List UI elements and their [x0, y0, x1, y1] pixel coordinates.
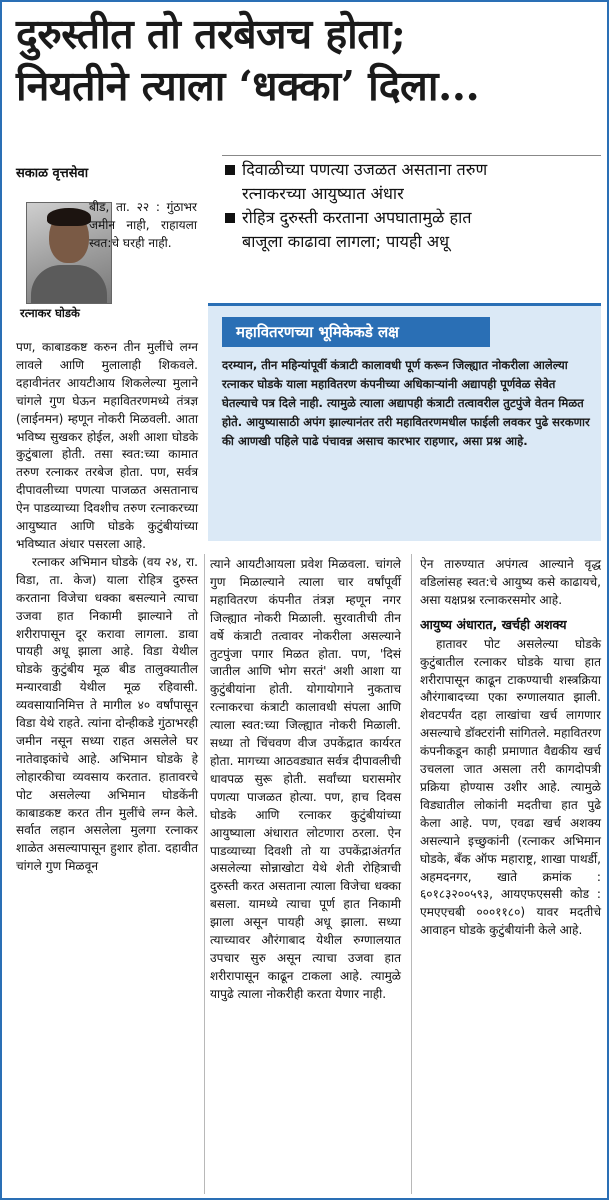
article-dateline: बीड, ता. २२ : गुंठाभर जमीन नाही, राहायला स्वत:चे घरही नाही. — [89, 200, 197, 250]
square-bullet-icon — [225, 165, 235, 175]
summary-bullets — [224, 158, 600, 254]
article-column-2 — [210, 556, 401, 1004]
column-rule — [204, 554, 205, 1194]
headline — [16, 8, 601, 112]
article-paragraph: ऐन तारुण्यात अपंगत्व आल्याने वृद्ध वडिलांसह स्वत:चे आयुष्य कसे काढायचे, असा यक्षप्रश्न रत्नाकरसमोर आहे. — [420, 557, 601, 607]
bullet-line: रत्नाकरच्या आयुष्यात अंधार — [242, 184, 404, 203]
photo-caption: रत्नाकर घोडके — [20, 306, 80, 320]
article-paragraph: रत्नाकर अभिमान घोडके (वय २४, रा. विडा, ता. केज) याला रोहित्र दुरुस्त करताना विजेचा धक्का बसल्याने त्याचा उजवा हात निकामी झाल्याने तो शरीरापासून दूर करावा लागला. डावा पायही अधू झाला आहे. विडा येथील घोडके कुटुंबीय मूळ बीड तालुक्यातील मन्यारवाडी येथील मूळ रहिवासी. व्यवसायानिमित्त ते मागील ४० वर्षांपासून विडा येथे राहते. त्यांना दोन्हीकडे गुंठाभरही जमीन नसून सध्या राहत असलेले घर नातेवाइकांचे आहे. अभिमान घोडके हे लोहारकीचा व्यवसाय करतात. हातावरचे पोट असलेल्या अभिमान घोडकेंनी काबाडकष्ट करत तीन मुलींचे लग्न केले. सर्वात लहान असलेला मुलगा रत्नाकर शाळेत असल्यापासून हुशार होता. दहावीत चांगले गुण मिळवून — [16, 554, 198, 874]
bullet-line: बाजूला काढावा लागला; पायही अधू — [242, 232, 450, 251]
column-rule — [411, 554, 412, 1194]
sidebar-box-title: महावितरणच्या भूमिकेकडे लक्ष — [222, 317, 490, 347]
subheading: आयुष्य अंधारात, खर्चही अशक्य — [420, 616, 567, 632]
article-paragraph: हातावर पोट असलेल्या घोडके कुटुंबातील रत्नाकर घोडके याचा हात शरीरापासून काढून टाकण्याची शस्त्रक्रिया औरंगाबादच्या एका रुग्णालयात झाली. शेवटपर्यंत दहा लाखांचा खर्च लागणार असल्याचे डॉक्टरांनी सांगितले. महावितरण कंपनीकडून काही प्रमाणात वैद्यकीय खर्च उचलला जात असला तरी कागदोपत्री प्रक्रिया होण्यास उशीर आहे. त्यामुळे विड्यातील लोकांनी मदतीचा हात पुढे केला आहे. पण, एवढा खर्च अशक्य असल्याने इच्छुकांनी (रत्नाकर अभिमान घोडके, बँक ऑफ महाराष्ट्र, शाखा पाथर्डी, अहमदनगर, खाते क्रमांक : ६०१८३२००५९३, आयएफएससी कोड : एमएएचबी ०००११८०) यावर मदतीचे आवाहन घोडके कुटुंबीयांनी केले आहे. — [420, 636, 601, 938]
headline-line-1: दुरुस्तीत तो तरबेजच होता; — [16, 10, 406, 58]
bullet-line: दिवाळीच्या पणत्या उजळत असताना तरुण — [242, 160, 488, 179]
article-column-1 — [16, 339, 198, 876]
summary-bullet — [224, 206, 600, 254]
summary-bullet — [224, 158, 600, 206]
article-paragraph: त्याने आयटीआयला प्रवेश मिळवला. चांगले गुण मिळाल्याने त्याला चार वर्षांपूर्वी महावितरण कंपनीत तंत्रज्ञ म्हणून नगर जिल्ह्यात नोकरी मिळाली. सुरवातीची तीन वर्षे कंत्राटी तत्वावर नोकरीला असल्याने तुटपुंजा पगार मिळत होता. पण, 'दिसं जातील आणि भोग सरतं' अशी आशा या कुटुंबीयांना होती. योगायोगाने नुकताच रत्नाकरचा कंत्राटी कालावधी संपला आणि त्याला स्वत:च्या जिल्ह्यात नोकरी मिळाली. सध्या तो चिंचवण वीज उपकेंद्रात कार्यरत होता. मागच्या आठवड्यात सर्वत्र दीपावलीची धावपळ सुरू होती. सर्वांच्या घरासमोर पणत्या पाजळत होत्या. पण, हाच दिवस घोडके आणि रत्नाकर कुटुंबीयांच्या आयुष्याला अंधारात लोटणारा ठरला. ऐन पाडव्याच्या दिवशी तो या उपकेंद्राअंतर्गत असलेल्या सोन्नाखोटा येथे शेती रोहित्राची दुरुस्ती करत असताना त्याला विजेचा धक्का बसला. यामध्ये त्याचा पूर्ण हात निकामी झाला असून पायही अधू झाला. सध्या त्याच्यावर औरंगाबाद येथील रुग्णालयात उपचार सुरु असून त्याचा उजवा हात शरीरापासून काढून टाकला आहे. त्यामुळे यापुढे त्याला नोकरीही करता येणार नाही. — [210, 557, 401, 1001]
bullets-divider — [222, 155, 601, 156]
byline: सकाळ वृत्तसेवा — [16, 166, 89, 181]
sidebar-box — [208, 303, 601, 541]
headline-line-2: नियतीने त्याला ‘धक्का’ दिला... — [16, 62, 480, 110]
article-column-3 — [420, 556, 601, 940]
article-intro — [89, 199, 197, 253]
article-paragraph: पण, काबाडकष्ट करुन तीन मुलींचे लग्न लावले आणि मुलालाही शिकवले. दहावीनंतर आयटीआय शिकलेल्या मुलाने चांगले गुण घेऊन महावितरणमध्ये तंत्रज्ञ (लाईनमन) म्हणून नोकरी मिळवली. आता भविष्य सुखकर होईल, अशी आशा घोडके कुटुंबाला होती. तसा स्वत:च्या कामात तरुण रत्नाकर तरबेज होता. पण, सर्वत्र दीपावलीच्या पणत्या पाजळत असतानाच ऐन पाडव्याच्या दिवशीच तरुण रत्नाकरच्या आयुष्यात आणि घोडके कुटुंबीयांच्या भविष्यात अंधार पसरला आहे. — [16, 340, 198, 551]
sidebar-box-body: दरम्यान, तीन महिन्यांपूर्वी कंत्राटी कालावधी पूर्ण करून जिल्ह्यात नोकरीला आलेल्या रत्नाकर घोडके याला महावितरण कंपनीच्या अधिकाऱ्यांनी अद्यापही पूर्णवेळ सेवेत घेतल्याचे पत्र दिले नाही. त्यामुळे त्याला अद्यापही कंत्राटी तत्वावरील तुटपुंजे वेतन मिळत होते. आयुष्यासाठी अपंग झाल्यानंतर तरी महावितरणमधील फाईली लवकर पुढे सरकणार की आणखी पहिले पाढे पंचावन्न असाच कारभार राहणार, असा प्रश्न आहे. — [222, 358, 590, 448]
bullet-line: रोहित्र दुरुस्ती करताना अपघातामुळे हात — [242, 208, 472, 227]
square-bullet-icon — [225, 213, 235, 223]
